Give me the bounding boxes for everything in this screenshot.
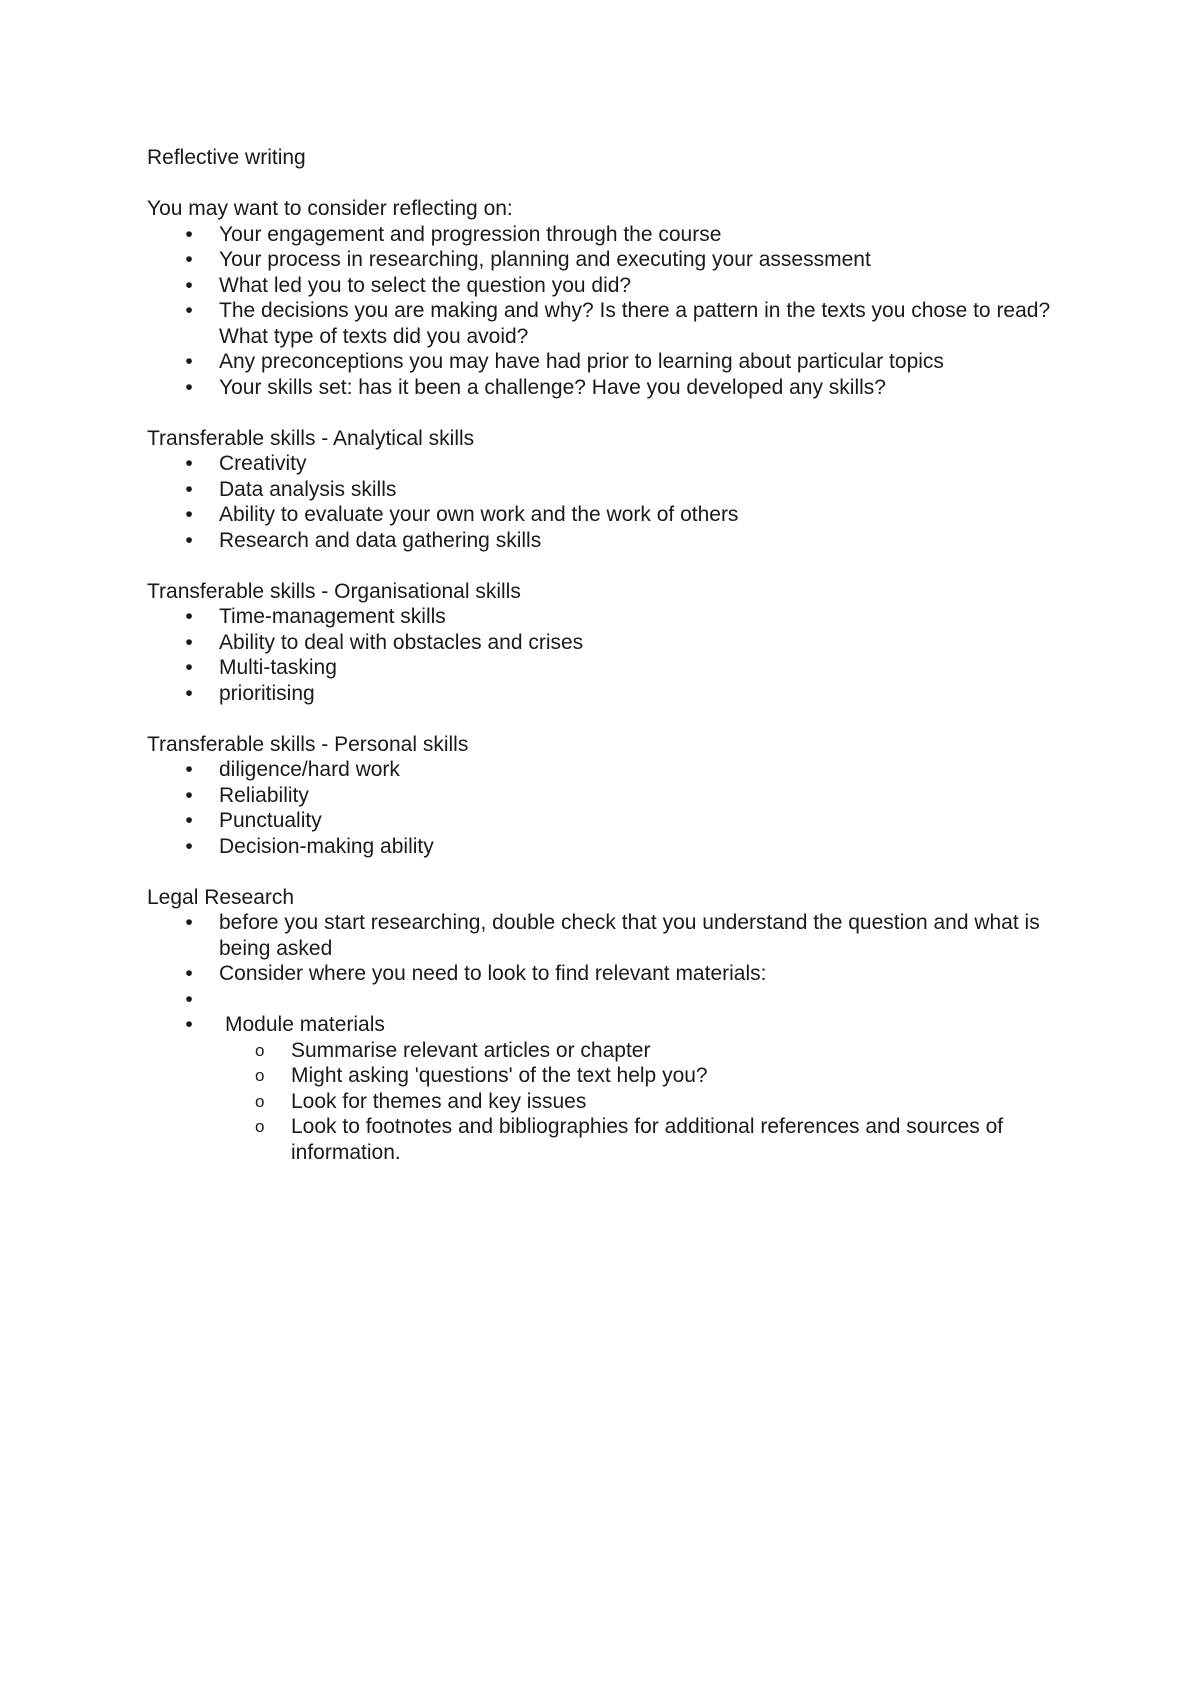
bullet-icon: • <box>185 630 193 654</box>
list-item-text: Creativity <box>219 452 307 475</box>
section-title: Transferable skills - Organisational skills <box>147 579 521 603</box>
list-item <box>147 757 1057 783</box>
bullet-icon: • <box>185 656 193 679</box>
list-item-text: Time-management skills <box>219 605 446 628</box>
list-item <box>147 630 1057 656</box>
list-item <box>147 298 1057 349</box>
list-item <box>147 604 1057 630</box>
bullet-icon: • <box>185 248 193 271</box>
list-item <box>147 528 1057 554</box>
section-legal-research <box>147 885 1057 1166</box>
list-item <box>147 808 1057 834</box>
list-item-text: Reliability <box>219 783 309 807</box>
list-item-text: Module materials <box>225 1013 385 1036</box>
circle-bullet-icon: o <box>255 1117 265 1136</box>
bullet-icon: • <box>185 477 193 501</box>
bullet-icon: • <box>185 911 193 934</box>
list-item-text: before you start researching, double check that you understand the question and what is being asked <box>219 911 1040 960</box>
list-item-text: Ability to deal with obstacles and crises <box>219 630 584 654</box>
bullet-icon: • <box>185 605 193 628</box>
bullet-list <box>147 451 1057 553</box>
sub-list-item-text: Look to footnotes and bibliographies for additional references and sources of information. <box>291 1115 1004 1164</box>
bullet-icon: • <box>185 758 193 781</box>
list-item-text: Any preconceptions you may have had prior to learning about particular topics <box>219 350 944 373</box>
section-personal-skills <box>147 732 1057 860</box>
sub-list-item-text: Might asking 'questions' of the text help you? <box>291 1064 708 1087</box>
bullet-list <box>147 910 1057 1165</box>
list-item-text: diligence/hard work <box>219 758 400 781</box>
bullet-icon: • <box>185 375 193 399</box>
section-title: Legal Research <box>147 885 295 909</box>
list-item-text: Your process in researching, planning and executing your assessment <box>219 248 871 271</box>
sub-list-item <box>219 1114 1057 1165</box>
bullet-icon: • <box>185 222 193 246</box>
section-reflective-writing <box>147 145 1057 400</box>
bullet-icon: • <box>185 962 193 985</box>
bullet-icon: • <box>185 809 193 832</box>
list-item <box>147 375 1057 401</box>
bullet-icon: • <box>185 299 193 322</box>
list-item-text: What led you to select the question you did? <box>219 273 632 297</box>
list-item-text: Multi-tasking <box>219 656 337 679</box>
list-item-text: prioritising <box>219 681 315 705</box>
list-item-text: Research and data gathering skills <box>219 528 542 552</box>
list-item <box>147 834 1057 860</box>
bullet-list <box>147 604 1057 706</box>
list-item <box>147 502 1057 528</box>
section-title: Transferable skills - Analytical skills <box>147 426 475 450</box>
intro-text: You may want to consider reflecting on: <box>147 197 513 220</box>
list-item <box>147 681 1057 707</box>
circle-bullet-icon: o <box>255 1066 265 1085</box>
bullet-icon: • <box>185 1013 193 1036</box>
section-title: Reflective writing <box>147 146 306 169</box>
list-item-empty <box>147 987 1057 1013</box>
bullet-icon: • <box>185 503 193 526</box>
sub-list-item <box>219 1038 1057 1064</box>
list-item <box>147 477 1057 503</box>
list-item-text: The decisions you are making and why? Is there a pattern in the texts you chose to read? What type of texts did you avoid? <box>219 299 1051 348</box>
list-item <box>147 273 1057 299</box>
bullet-list <box>147 222 1057 401</box>
bullet-icon: • <box>185 528 193 552</box>
section-analytical-skills <box>147 426 1057 554</box>
bullet-icon: • <box>185 783 193 807</box>
sub-list-item-text: Look for themes and key issues <box>291 1089 587 1113</box>
bullet-list <box>147 757 1057 859</box>
bullet-icon: • <box>185 987 193 1011</box>
list-item <box>147 961 1057 987</box>
bullet-icon: • <box>185 452 193 475</box>
sub-list-item <box>219 1089 1057 1115</box>
list-item <box>147 910 1057 961</box>
bullet-icon: • <box>185 350 193 373</box>
sub-bullet-list <box>219 1038 1057 1166</box>
list-item-text: Your skills set: has it been a challenge? Have you developed any skills? <box>219 375 886 399</box>
list-item-text: Punctuality <box>219 809 322 832</box>
sub-list-item <box>219 1063 1057 1089</box>
document-page <box>147 145 1057 1165</box>
list-item <box>147 1012 1057 1165</box>
list-item-text: Consider where you need to look to find relevant materials: <box>219 962 767 985</box>
bullet-icon: • <box>185 681 193 705</box>
section-organisational-skills <box>147 579 1057 707</box>
list-item-text: Data analysis skills <box>219 477 397 501</box>
list-item <box>147 349 1057 375</box>
list-item <box>147 247 1057 273</box>
list-item <box>147 451 1057 477</box>
bullet-icon: • <box>185 834 193 858</box>
list-item <box>147 222 1057 248</box>
bullet-icon: • <box>185 273 193 297</box>
section-title: Transferable skills - Personal skills <box>147 732 469 756</box>
list-item-text: Your engagement and progression through the course <box>219 222 722 246</box>
blank-line <box>147 171 1057 197</box>
sub-list-item-text: Summarise relevant articles or chapter <box>291 1038 651 1062</box>
list-item <box>147 783 1057 809</box>
circle-bullet-icon: o <box>255 1091 265 1111</box>
list-item <box>147 655 1057 681</box>
list-item-text: Decision-making ability <box>219 834 434 858</box>
circle-bullet-icon: o <box>255 1040 265 1060</box>
list-item-text: Ability to evaluate your own work and the work of others <box>219 503 739 526</box>
